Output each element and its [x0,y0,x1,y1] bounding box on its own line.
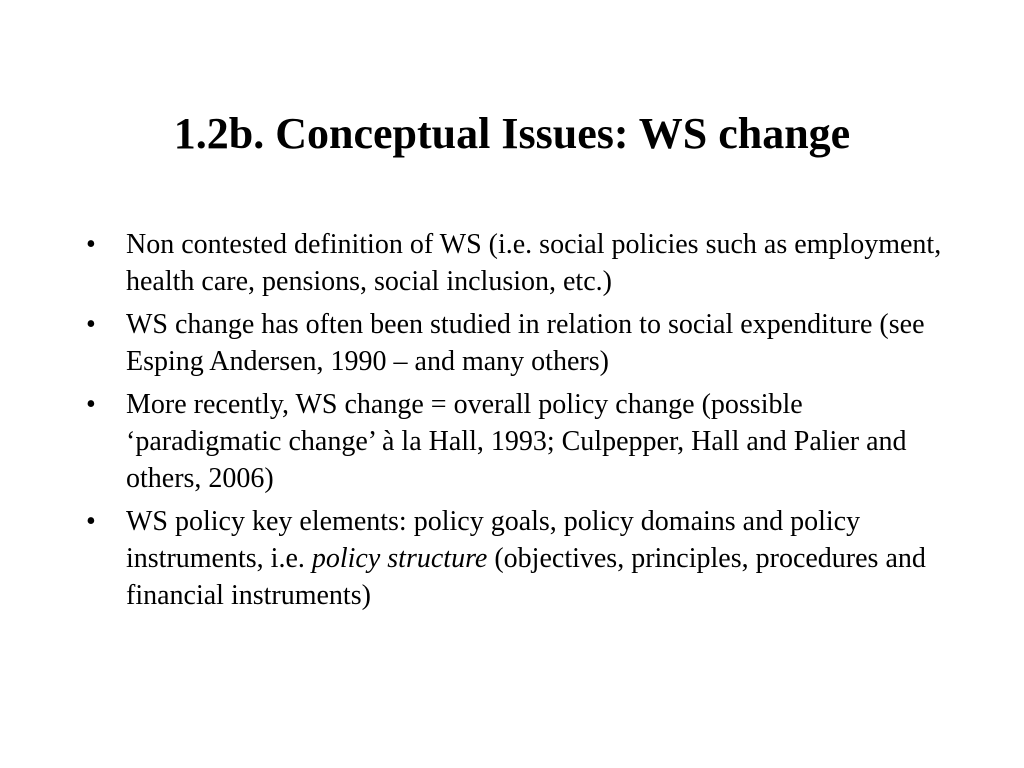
bullet-text-after-emphasis: (objectives, principles, procedures and financial instruments) [126,543,926,611]
bullet-item-ws-definition [86,226,946,300]
bullet-item-social-expenditure [86,306,946,380]
bullet-marker: • [86,309,96,340]
emphasized-policy-structure: policy structure [311,543,488,574]
bullet-item-policy-key-elements [86,503,946,614]
bullet-text: More recently, WS change = overall policy change (possible ‘paradigmatic change’ à la Hall, 1993; Culpepper, Hall and Palier and others, 2006) [126,389,907,494]
bullet-marker: • [86,389,96,420]
bullet-item-policy-change [86,386,946,497]
bullet-text: Non contested definition of WS (i.e. social policies such as employment, health care, pensions, social inclusion, etc.) [126,229,942,297]
bullet-marker: • [86,229,96,260]
bullet-text: WS change has often been studied in relation to social expenditure (see Esping Andersen, 1990 – and many others) [126,309,925,377]
slide-title: 1.2b. Conceptual Issues: WS change [173,109,851,158]
bullet-marker: • [86,506,96,537]
bullet-list [86,226,946,620]
bullet-text-before-emphasis: WS policy key elements: policy goals, policy domains and policy instruments, i.e. [126,506,861,574]
